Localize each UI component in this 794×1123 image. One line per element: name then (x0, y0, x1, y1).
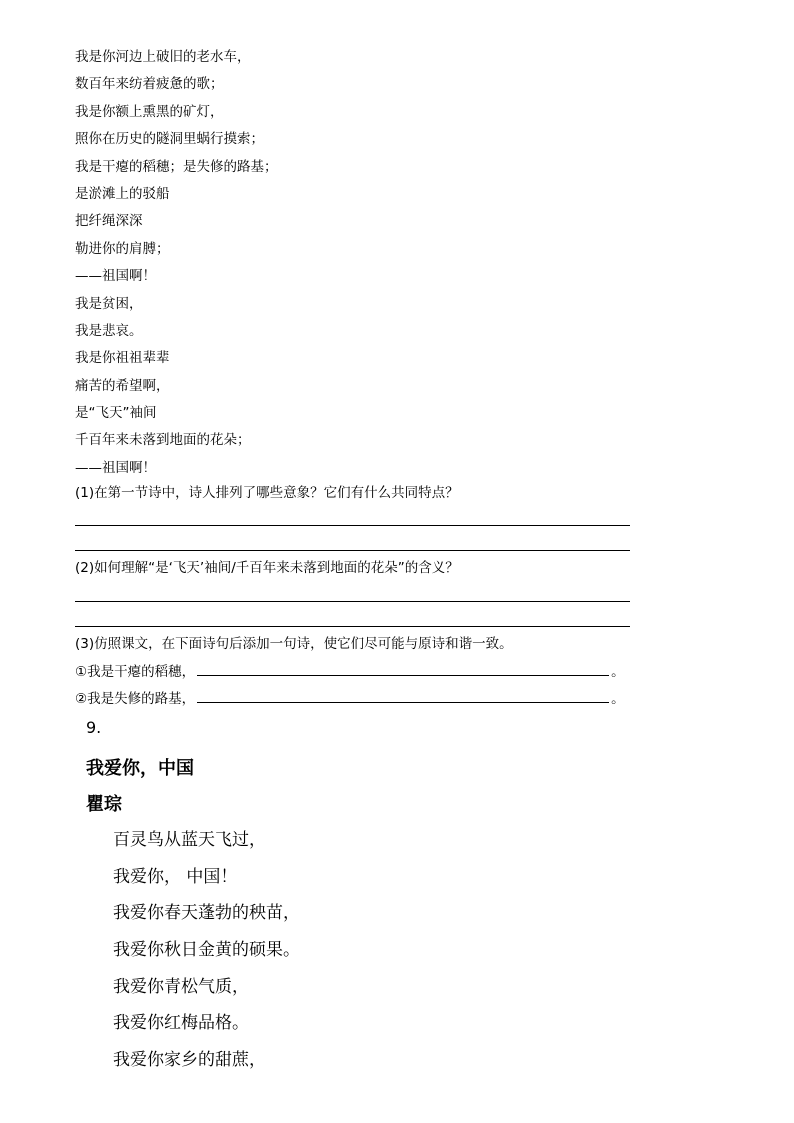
fill-in-period: 。 (611, 691, 625, 707)
fill-in-period: 。 (611, 664, 625, 680)
poem-part1 (75, 44, 635, 482)
poem-line: 我爱你青松气质， (113, 976, 249, 997)
poem-title: 我爱你，中国 (86, 758, 194, 779)
poem-line: 我是悲哀。 (75, 322, 143, 339)
poem-line: 我爱你， 中国！ (113, 866, 238, 887)
poem-line: 我是你祖祖辈辈 (75, 350, 170, 367)
answer-line[interactable] (75, 626, 630, 627)
fill-in-prompt: ①我是干瘪的稻穗， (75, 664, 196, 680)
poem-line: 我是贫困， (75, 295, 143, 312)
poem-line: ——祖国啊！ (75, 268, 156, 285)
fill-in-item-1 (75, 661, 625, 682)
poem-line: 我爱你秋日金黄的硕果。 (113, 940, 300, 961)
answer-line[interactable] (75, 550, 630, 551)
fill-in-item-2 (75, 688, 625, 709)
poem-line: 是“飞天”袖间 (75, 405, 157, 422)
poem-line: 是淤滩上的驳船 (75, 185, 170, 202)
poem-line: 勒进你的肩膊； (75, 240, 170, 257)
poem-line: 痛苦的希望啊， (75, 377, 170, 394)
question-2: (2)如何理解“是‘飞天’袖间/千百年来未落到地面的花朵”的含义？ (75, 560, 459, 576)
poem-line: 我是你额上熏黑的矿灯， (75, 103, 224, 120)
fill-in-blank[interactable] (197, 661, 609, 676)
poem-author: 瞿琮 (86, 794, 122, 815)
poem-part2 (113, 822, 613, 1079)
poem-line: 我爱你红梅品格。 (113, 1013, 249, 1034)
poem-line: 百灵鸟从蓝天飞过， (113, 830, 266, 850)
poem-line: 我是你河边上破旧的老水车， (75, 49, 251, 65)
poem-line: 我是干瘪的稻穗；是失修的路基； (75, 158, 278, 175)
question-number: 9. (86, 718, 102, 737)
fill-in-blank[interactable] (197, 688, 609, 703)
question-1: (1)在第一节诗中，诗人排列了哪些意象？它们有什么共同特点？ (75, 485, 459, 501)
poem-line: 数百年来纺着疲惫的歌； (75, 76, 224, 93)
question-3: (3)仿照课文，在下面诗句后添加一句诗，使它们尽可能与原诗和谐一致。 (75, 636, 513, 652)
poem-line: 我爱你家乡的甜蔗， (113, 1050, 266, 1071)
answer-line[interactable] (75, 601, 630, 602)
answer-line[interactable] (75, 525, 630, 526)
poem-line: ——祖国啊！ (75, 459, 156, 476)
fill-in-prompt: ②我是失修的路基， (75, 691, 196, 707)
poem-line: 千百年来未落到地面的花朵； (75, 432, 251, 449)
poem-line: 照你在历史的隧洞里蜗行摸索； (75, 131, 264, 148)
poem-line: 把纤绳深深 (75, 213, 143, 230)
poem-line: 我爱你春天蓬勃的秧苗， (113, 903, 300, 924)
